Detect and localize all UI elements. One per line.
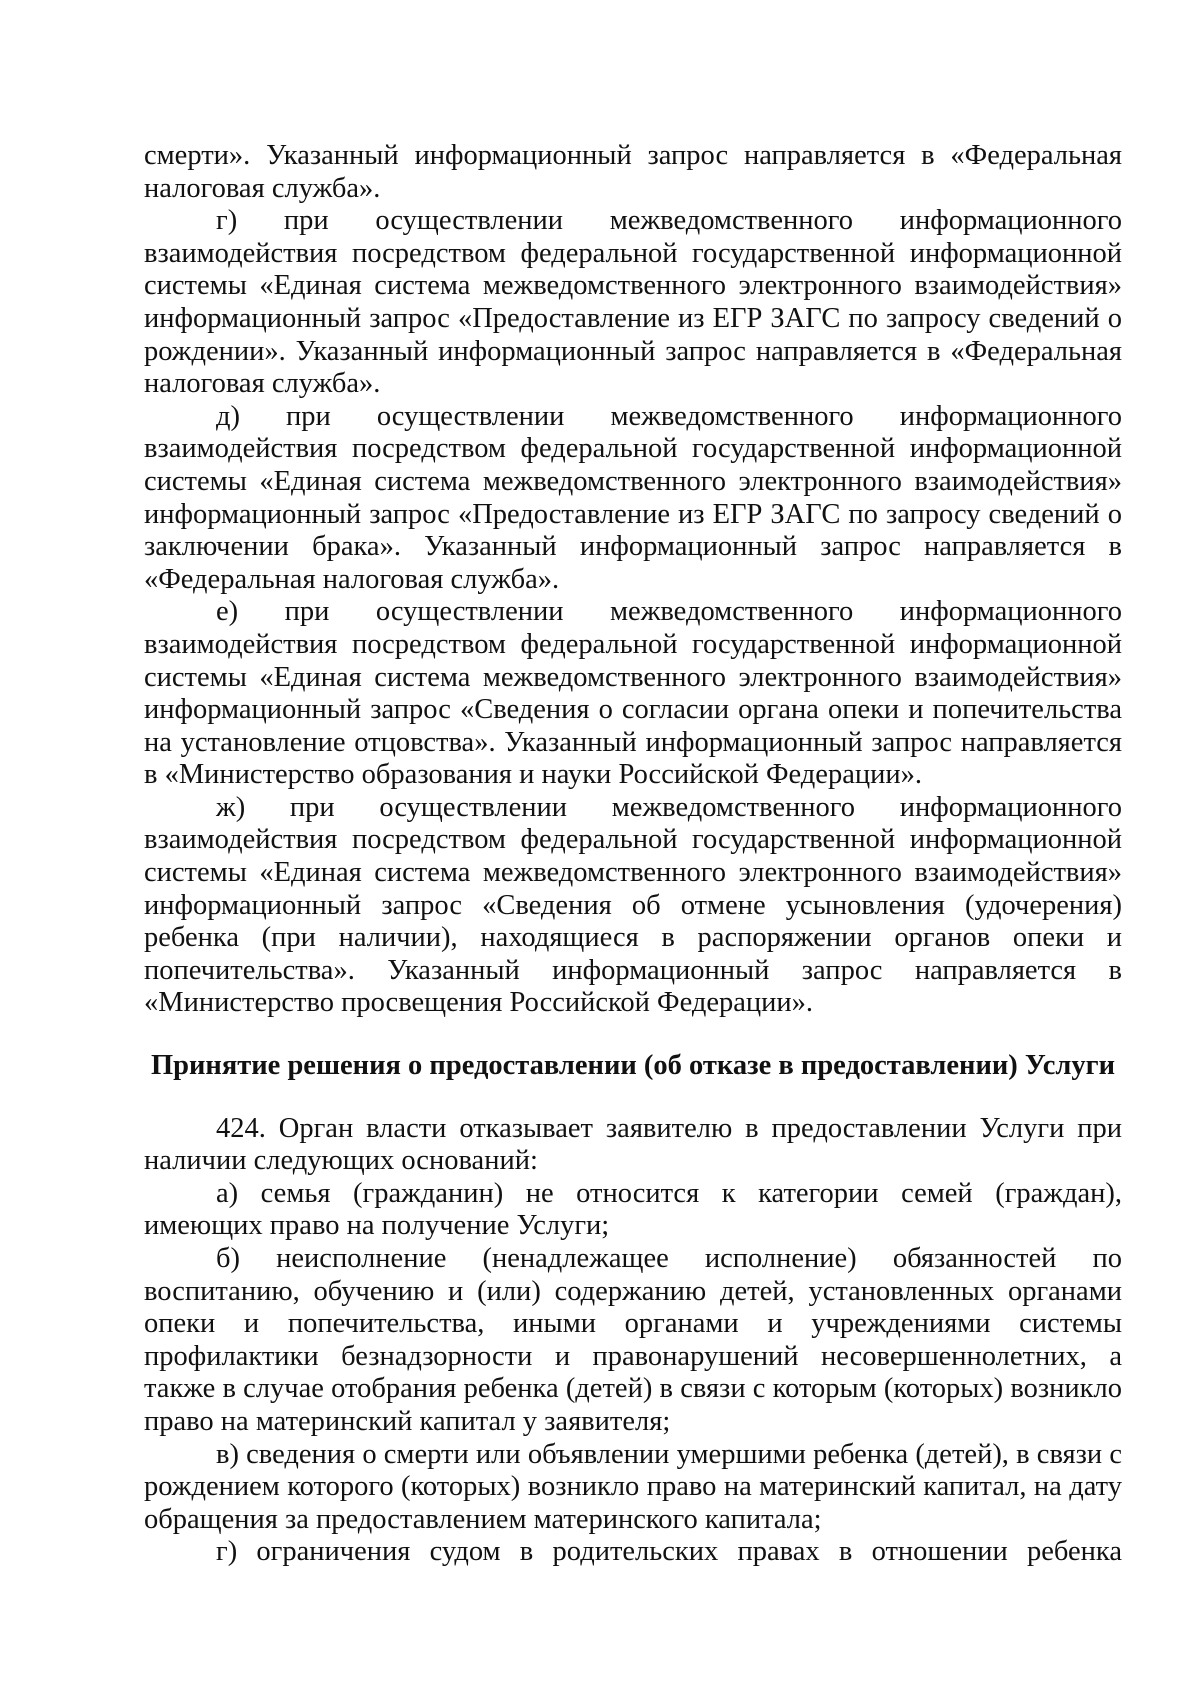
paragraph-item-g-last: г) ограничения судом в родительских правах в отношении ребенка [216,1536,1122,1568]
paragraph-424: 424. Орган власти отказывает заявителю в предоставлении Услуги при наличии следующих оснований: [144,1112,1122,1177]
paragraph-item-b: б) неисполнение (ненадлежащее исполнение) обязанностей по воспитанию, обучению и (или) содержанию детей, установленных органами опеки и попечительства, иными органами и учреждениями системы профилактики безнадзорности и правонарушений несовершеннолетних, а также в случае отобрания ребенка (детей) в связи с которым (которых) возникло право на материнский капитал у заявителя; [144,1243,1122,1437]
section-heading: Принятие решения о предоставлении (об отказе в предоставлении) Услуги [150,1050,1115,1082]
document-page [144,140,1122,1569]
paragraph-item-a: а) семья (гражданин) не относится к категории семей (граждан), имеющих право на получение Услуги; [144,1177,1122,1242]
paragraph-item-zh: ж) при осуществлении межведомственного информационного взаимодействия посредством федеральной государственной информационной системы «Единая система межведомственного электронного взаимодействия» информационный запрос «Сведения об отмене усыновления (удочерения) ребенка (при наличии), находящиеся в распоряжении органов опеки и попечительства». Указанный информационный запрос направляется в «Министерство просвещения Российской Федерации». [144,791,1122,1019]
paragraph-item-v: в) сведения о смерти или объявлении умершими ребенка (детей), в связи с рождением которого (которых) возникло право на материнский капитал, на дату обращения за предоставлением материнского капитала; [144,1438,1122,1535]
paragraph-item-e: е) при осуществлении межведомственного информационного взаимодействия посредством федеральной государственной информационной системы «Единая система межведомственного электронного взаимодействия» информационный запрос «Сведения о согласии органа опеки и попечительства на установление отцовства». Указанный информационный запрос направляется в «Министерство образования и науки Российской Федерации». [144,596,1122,791]
paragraph-item-g: г) при осуществлении межведомственного информационного взаимодействия посредством федеральной государственной информационной системы «Единая система межведомственного электронного взаимодействия» информационный запрос «Предоставление из ЕГР ЗАГС по запросу сведений о рождении». Указанный информационный запрос направляется в «Федеральная налоговая служба». [144,205,1122,400]
paragraph-item-d: д) при осуществлении межведомственного информационного взаимодействия посредством федеральной государственной информационной системы «Единая система межведомственного электронного взаимодействия» информационный запрос «Предоставление из ЕГР ЗАГС по запросу сведений о заключении брака». Указанный информационный запрос направляется в «Федеральная налоговая служба». [144,400,1122,595]
paragraph-continuation: смерти». Указанный информационный запрос направляется в «Федеральная налоговая служба». [144,140,1122,204]
